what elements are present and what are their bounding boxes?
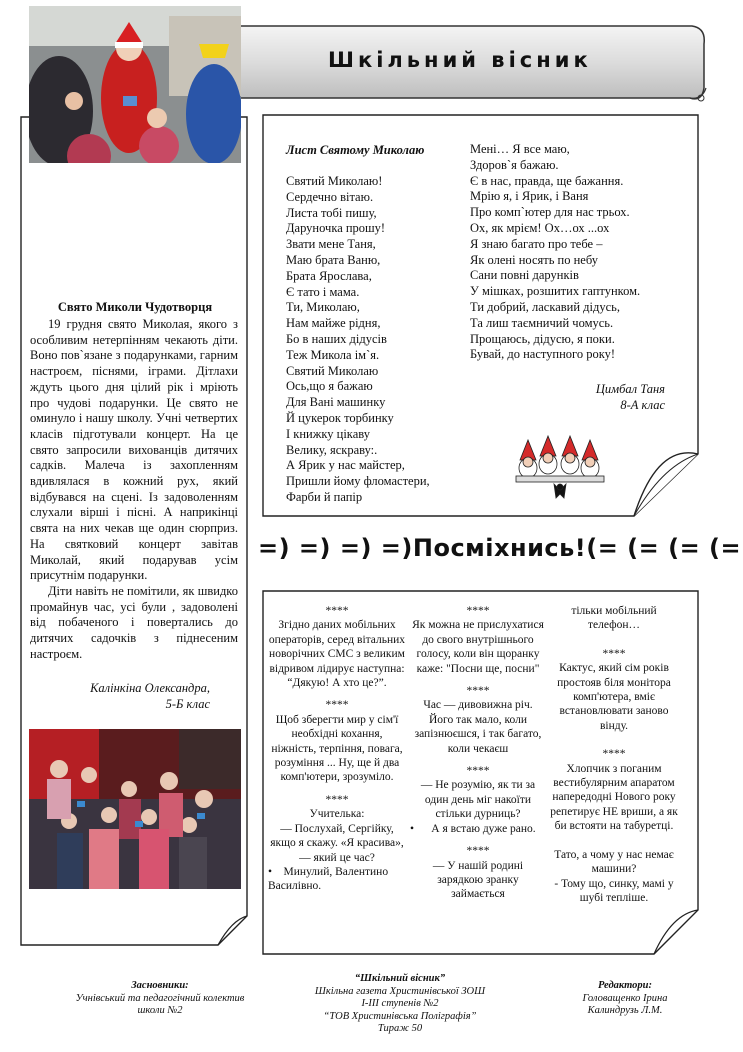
paper-line: І-ІІІ ступенів №2: [361, 998, 439, 1010]
masthead-title: Шкільний вісник: [328, 48, 592, 72]
joke-text: Кактус, який сім років простояв біля монітора комп'ютера, вміє встановлювати заново вінду.: [557, 662, 671, 732]
footer-founders: [70, 980, 250, 1018]
author-class: 8-А клас: [620, 398, 665, 412]
article-paragraph: 19 грудня свято Миколая, якого з особливим нетерпінням чекають діти. Воно пов`язане з подарунками, гарним настроєм, піснями, іграми. Дітлахи ждуть цього дня цілий рік і мріють про чудові подарунки. Це свято не оминуло і нашу школу. Учні четвертих класів підготували концерт. На це свято запросили вихованців дитячих садків. Малеча із захопленням вдивлялася в кожний рух, який відбувався на сцені. Із задоволенням слухали вірші і пісні. А наприкінці свята на них чекав ще один сюрприз. На святковий концерт завітав Миколай, який подарував усім присутнім подарунки.: [30, 317, 238, 583]
joke-item: [549, 604, 679, 633]
poem-line: Я знаю багато про тебе –: [470, 236, 603, 251]
joke-bullet-text: А я встаю дуже рано.: [431, 822, 536, 835]
santa-clauses-clipart-icon: [510, 432, 610, 504]
poem-line: Пришли йому фломастери,: [286, 474, 430, 489]
poem-line: Й цукерок торбинку: [286, 410, 394, 425]
poem-line: Святий Миколаю!: [286, 174, 383, 188]
poem-line: Теж Микола ім`я.: [286, 347, 380, 362]
joke-text: Тато, а чому у нас немає машини? - Тому що, синку, мамі у шубі тепліше.: [554, 848, 674, 904]
joke-text: тільки мобільний телефон…: [571, 605, 657, 632]
poem-line: Сани повні дарунків: [470, 268, 579, 283]
joke-item: [268, 698, 406, 784]
poem-line: Ох, як мрієм! Ох…ох ...ох: [470, 220, 610, 235]
poem-line: Є тато і мама.: [286, 284, 360, 299]
poem-line: Прощаюсь, дідусю, я поки.: [470, 331, 615, 346]
poem-line: Брата Ярослава,: [286, 268, 372, 283]
paper-line: Тираж 50: [377, 1023, 423, 1035]
poem-line: Мені… Я все маю,: [470, 142, 570, 156]
santa-party-photo: [29, 6, 241, 163]
poem-line: Фарби й папір: [286, 489, 363, 504]
joke-text: Час — дивовижна річ. Його так мало, коли запізнюєшся, і так багато, коли чекаєш: [414, 699, 542, 755]
joke-item: [268, 793, 406, 894]
author-class: 5-Б клас: [165, 697, 210, 711]
poem-line: І книжку цікаву: [286, 426, 370, 441]
author-name: Калінкіна Олександра,: [90, 681, 210, 695]
poem-column-a: [286, 174, 464, 506]
author-name: Цимбал Таня: [595, 382, 665, 396]
joke-separator: ****: [325, 605, 349, 617]
poem-line: У мішках, розшитих гаптунком.: [470, 284, 641, 299]
poem-column-b: [470, 142, 690, 363]
joke-item: [410, 844, 546, 902]
poem-line: Святий Миколаю: [286, 363, 379, 378]
joke-separator: ****: [466, 605, 490, 617]
paper-line: “ТОВ Христинівська Поліграфія”: [323, 1010, 477, 1022]
joke-item: [268, 604, 406, 690]
founders-title: Засновники:: [131, 980, 189, 991]
smile-banner: =) =) =) =)Посміхнись!(= (= (= (=: [258, 534, 742, 562]
editor-name: Головащенко Ірина: [582, 992, 668, 1004]
poem-line: А Ярик у нас майстер,: [286, 458, 405, 473]
article-title: Свято Миколи Чудотворця: [57, 300, 213, 314]
joke-separator: ****: [602, 748, 626, 761]
joke-item: [549, 747, 679, 833]
joke-bullet: • А я встаю дуже рано.: [410, 822, 536, 835]
poem-line: Бувай, до наступного року!: [470, 347, 616, 362]
poem-line: Ти добрий, ласкавий дідусь,: [470, 299, 620, 314]
poem-line: Мрію я, і Ярик, і Ваня: [470, 189, 589, 204]
editor-name: Калиндрузь Л.М.: [587, 1005, 663, 1017]
joke-separator: ****: [602, 647, 626, 660]
joke-separator: ****: [325, 793, 349, 806]
joke-text: Щоб зберегти мир у сім'ї необхідні кохання, ніжність, терпіння, повага, розуміння ... Ну, ще й два комп'ютери, зрозуміло.: [271, 713, 403, 784]
poem-line: Є в нас, правда, ще бажання.: [470, 173, 624, 188]
poem-line: Даруночка прошу!: [286, 221, 386, 236]
joke-item: [549, 848, 679, 906]
article-paragraph: Діти навіть не помітили, як швидко промайнув час, усі були , задоволені від побаченого і повертались до дитячих садочків з піднесеним настроєм.: [30, 583, 238, 661]
footer-paper-info: [295, 973, 505, 1036]
joke-text: Хлопчик з поганим вестибулярним апаратом напередодні Нового року репетирує НЕ вриши, а як би встояти на табуретці.: [550, 762, 678, 833]
poem-line: Нам майже рідня,: [286, 316, 381, 331]
joke-text: Учителька: — Послухай, Сергійку, якщо я скажу. «Я красива», — який це час?: [270, 808, 404, 864]
joke-bullet: • Минулий, Валентино Василівно.: [268, 865, 389, 893]
editors-title: Редактори:: [598, 980, 652, 991]
letter-title: Лист Святому Миколаю: [286, 143, 425, 157]
poem-line: Ти, Миколаю,: [286, 300, 360, 315]
joke-text: — У нашій родині зарядкою зранку займається: [432, 859, 524, 901]
joke-item: [549, 647, 679, 733]
letter-author: [560, 381, 665, 413]
poem-line: Ось,що я бажаю: [286, 379, 373, 394]
poem-line: Листа тобі пишу,: [286, 205, 377, 220]
founders-text: Учнівський та педагогічний колектив школи №2: [75, 992, 245, 1017]
jokes-column-3: [549, 604, 679, 905]
poem-line: Як олені носять по небу: [470, 252, 598, 267]
joke-text: Як можна не прислухатися до свого внутрішнього голосу, коли він щоранку каже: "Посни ще, посни": [412, 619, 544, 675]
paper-title: “Шкільний вісник”: [354, 973, 446, 984]
joke-separator: ****: [325, 699, 349, 712]
joke-item: [410, 684, 546, 756]
children-stage-photo: [29, 729, 241, 889]
poem-line: Для Вані машинку: [286, 395, 386, 410]
poem-line: Бо в наших дідусів: [286, 331, 387, 346]
poem-line: Та лиш таємничий чомусь.: [470, 315, 614, 330]
paper-line: Шкільна газета Христинівської ЗОШ: [314, 985, 486, 997]
jokes-column-1: [268, 604, 406, 894]
article-body: [30, 317, 238, 662]
poem-line: Маю брата Ваню,: [286, 252, 381, 267]
footer-editors: [555, 980, 695, 1018]
poem-line: Про комп`ютер для нас трьох.: [470, 205, 630, 220]
poem-line: Велику, яскраву:.: [286, 442, 378, 457]
joke-text: Згідно даних мобільних операторів, серед вітальних новорічних СМС з великим відривом лідирує наступна: “Дякую! А хто це?”.: [268, 619, 406, 690]
poem-line: Здоров`я бажаю.: [470, 157, 559, 172]
article-author: [30, 680, 210, 712]
joke-text: — Не розумію, як ти за один день міг накоїти стільки дурниць?: [420, 779, 536, 821]
joke-separator: ****: [466, 765, 490, 778]
joke-separator: ****: [466, 845, 490, 858]
joke-item: [410, 604, 546, 676]
joke-item: [410, 764, 546, 836]
joke-bullet-text: Минулий, Валентино Василівно.: [268, 865, 389, 893]
jokes-column-2: [410, 604, 546, 902]
joke-separator: ****: [466, 685, 490, 698]
poem-line: Звати мене Таня,: [286, 237, 376, 252]
poem-line: Сердечно вітаю.: [286, 189, 374, 204]
